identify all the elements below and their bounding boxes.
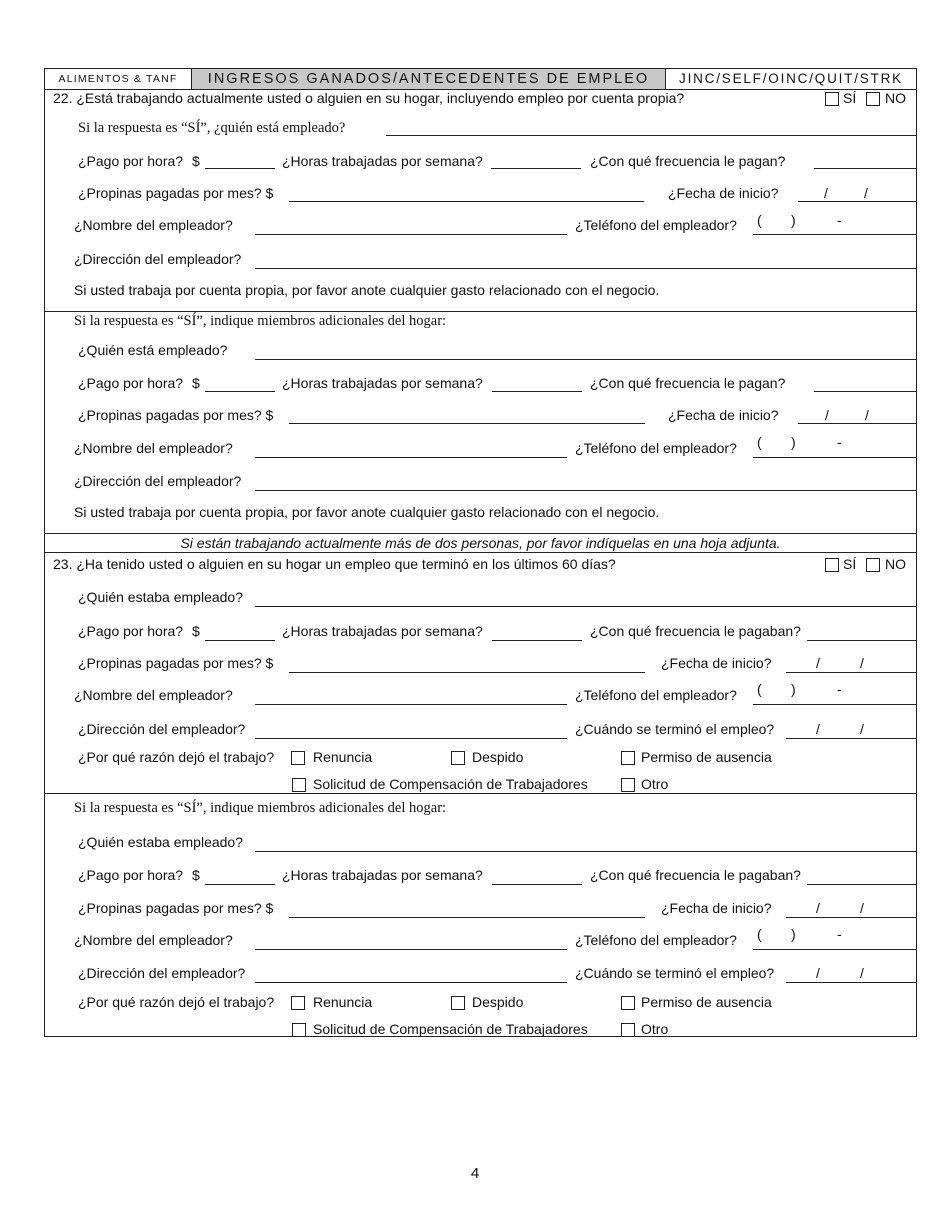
leave-label: Permiso de ausencia <box>641 994 772 1010</box>
date-slash: / <box>816 900 820 916</box>
frequency-past-field-2[interactable] <box>807 884 916 885</box>
resign-label: Renuncia <box>313 994 373 1010</box>
resign-checkbox[interactable] <box>291 751 305 765</box>
date-slash: / <box>865 407 869 423</box>
date-slash: / <box>860 655 864 671</box>
dollar-sign: $ <box>192 623 200 639</box>
date-slash: / <box>824 185 828 201</box>
q23-no-checkbox[interactable] <box>866 558 880 572</box>
date-slash: / <box>860 965 864 981</box>
pay-hour-field-3[interactable] <box>205 640 275 641</box>
hours-week-field[interactable] <box>491 168 581 169</box>
phone-dash: - <box>837 434 842 450</box>
employer-phone-field-3[interactable] <box>753 704 916 705</box>
employer-address-label: ¿Dirección del empleador? <box>78 721 246 737</box>
pay-hour-field-4[interactable] <box>205 884 275 885</box>
employer-address-field-4[interactable] <box>255 982 567 983</box>
who-employed-label-2: ¿Quién está empleado? <box>78 342 228 358</box>
who-was-employed-label: ¿Quién estaba empleado? <box>78 834 243 850</box>
employer-name-label: ¿Nombre del empleador? <box>74 932 233 948</box>
q23-yes-checkbox[interactable] <box>825 558 839 572</box>
who-was-employed-label: ¿Quién estaba empleado? <box>78 589 243 605</box>
fired-checkbox[interactable] <box>451 751 465 765</box>
employer-phone-label: ¿Teléfono del empleador? <box>575 932 737 948</box>
tips-label: ¿Propinas pagadas por mes? $ <box>78 900 274 916</box>
hours-week-label: ¿Horas trabajadas por semana? <box>282 867 483 883</box>
phone-paren-close: ) <box>791 212 796 228</box>
who-employed-field[interactable] <box>386 135 916 136</box>
date-slash: / <box>860 721 864 737</box>
q22-question: 22. ¿Está trabajando actualmente usted o alguien en su hogar, incluyendo empleo por cuenta propia? <box>53 90 685 106</box>
employer-name-field-2[interactable] <box>255 457 567 458</box>
employer-name-field-4[interactable] <box>255 949 567 950</box>
tips-label: ¿Propinas pagadas por mes? $ <box>78 655 274 671</box>
employer-name-field-3[interactable] <box>255 704 567 705</box>
phone-dash: - <box>837 681 842 697</box>
date-slash: / <box>860 900 864 916</box>
end-date-label: ¿Cuándo se terminó el empleo? <box>575 965 775 981</box>
employer-name-field[interactable] <box>255 234 567 235</box>
resign-label: Renuncia <box>313 749 373 765</box>
hours-week-label: ¿Horas trabajadas por semana? <box>282 375 483 391</box>
q23-question: 23. ¿Ha tenido usted o alguien en su hogar un empleo que terminó en los últimos 60 días? <box>53 556 616 572</box>
fired-checkbox-2[interactable] <box>451 996 465 1010</box>
phone-dash: - <box>837 212 842 228</box>
comp-checkbox-2[interactable] <box>292 1023 306 1037</box>
hours-week-field-2[interactable] <box>492 391 582 392</box>
header-codes: JINC/SELF/OINC/QUIT/STRK <box>679 71 903 86</box>
more-than-two-note: Si están trabajando actualmente más de dos personas, por favor indíquelas en una hoja adjunta. <box>180 535 781 551</box>
employer-address-label: ¿Dirección del empleador? <box>78 965 246 981</box>
page-number: 4 <box>470 1165 480 1182</box>
other-label: Otro <box>641 1021 669 1037</box>
date-slash: / <box>825 407 829 423</box>
section-divider <box>45 533 916 534</box>
pay-hour-label: ¿Pago por hora? <box>78 623 184 639</box>
leave-checkbox-2[interactable] <box>621 996 635 1010</box>
leave-label: Permiso de ausencia <box>641 749 772 765</box>
q22-no-label: NO <box>885 90 906 106</box>
additional-members-label: Si la respuesta es “SÍ”, indique miembros adicionales del hogar: <box>74 800 447 816</box>
start-date-field-3[interactable] <box>786 672 916 673</box>
employer-phone-label: ¿Teléfono del empleador? <box>575 440 737 456</box>
section-divider <box>45 793 916 794</box>
frequency-label: ¿Con qué frecuencia le pagan? <box>590 375 786 391</box>
who-employed-label: Si la respuesta es “SÍ”, ¿quién está empleado? <box>78 120 346 136</box>
start-date-label: ¿Fecha de inicio? <box>661 655 772 671</box>
other-checkbox-2[interactable] <box>621 1023 635 1037</box>
other-checkbox[interactable] <box>621 778 635 792</box>
phone-dash: - <box>837 926 842 942</box>
employer-phone-field[interactable] <box>753 234 916 235</box>
phone-paren-close: ) <box>791 434 796 450</box>
who-was-employed-field[interactable] <box>255 606 916 607</box>
employer-address-label: ¿Dirección del empleador? <box>74 251 242 267</box>
tips-field[interactable] <box>289 201 644 202</box>
pay-hour-label: ¿Pago por hora? <box>78 153 184 169</box>
q22-no-checkbox[interactable] <box>866 92 880 106</box>
hours-week-field-3[interactable] <box>492 640 582 641</box>
date-slash: / <box>816 655 820 671</box>
start-date-label: ¿Fecha de inicio? <box>661 900 772 916</box>
leave-checkbox[interactable] <box>621 751 635 765</box>
tips-label: ¿Propinas pagadas por mes? $ <box>78 407 274 423</box>
hours-week-field-4[interactable] <box>492 884 582 885</box>
comp-label: Solicitud de Compensación de Trabajadores <box>313 776 588 792</box>
other-label: Otro <box>641 776 669 792</box>
q23-no-label: NO <box>885 556 906 572</box>
tips-field-4[interactable] <box>289 917 645 918</box>
start-date-field-2[interactable] <box>798 423 916 424</box>
tips-label: ¿Propinas pagadas por mes? $ <box>78 185 274 201</box>
phone-paren-open: ( <box>757 681 762 697</box>
phone-paren-close: ) <box>791 681 796 697</box>
start-date-label: ¿Fecha de inicio? <box>668 185 779 201</box>
comp-label: Solicitud de Compensación de Trabajadores <box>313 1021 588 1037</box>
end-date-field-2[interactable] <box>786 982 916 983</box>
employer-name-label: ¿Nombre del empleador? <box>74 687 233 703</box>
comp-checkbox[interactable] <box>292 778 306 792</box>
employer-phone-label: ¿Teléfono del empleador? <box>575 217 737 233</box>
employer-name-label: ¿Nombre del empleador? <box>74 217 233 233</box>
start-date-field-4[interactable] <box>786 917 916 918</box>
who-was-employed-field-2[interactable] <box>255 851 916 852</box>
phone-paren-open: ( <box>757 926 762 942</box>
employer-address-field-3[interactable] <box>255 738 567 739</box>
fired-label: Despido <box>472 749 524 765</box>
self-employed-note: Si usted trabaja por cuenta propia, por favor anote cualquier gasto relacionado con el negocio. <box>74 504 660 520</box>
phone-paren-open: ( <box>757 434 762 450</box>
dollar-sign: $ <box>192 867 200 883</box>
tips-field-2[interactable] <box>289 423 645 424</box>
dollar-sign: $ <box>192 375 200 391</box>
employer-phone-label: ¿Teléfono del empleador? <box>575 687 737 703</box>
date-slash: / <box>864 185 868 201</box>
phone-paren-close: ) <box>791 926 796 942</box>
phone-paren-open: ( <box>757 212 762 228</box>
date-slash: / <box>816 965 820 981</box>
frequency-past-field[interactable] <box>807 640 916 641</box>
who-employed-field-2[interactable] <box>255 359 916 360</box>
end-date-label: ¿Cuándo se terminó el empleo? <box>575 721 775 737</box>
section-divider <box>45 552 916 553</box>
section-divider <box>45 311 916 312</box>
dollar-sign: $ <box>192 153 200 169</box>
q23-yes-label: SÍ <box>843 556 857 572</box>
resign-checkbox-2[interactable] <box>291 996 305 1010</box>
q22-yes-label: SÍ <box>843 90 857 106</box>
frequency-label: ¿Con qué frecuencia le pagan? <box>590 153 786 169</box>
reason-label: ¿Por qué razón dejó el trabajo? <box>78 994 275 1010</box>
frequency-field-2[interactable] <box>814 391 916 392</box>
hours-week-label: ¿Horas trabajadas por semana? <box>282 153 483 169</box>
pay-hour-label: ¿Pago por hora? <box>78 375 184 391</box>
employment-form <box>44 68 917 1037</box>
start-date-field[interactable] <box>798 201 916 202</box>
tips-field-3[interactable] <box>289 672 645 673</box>
frequency-past-label: ¿Con qué frecuencia le pagaban? <box>590 867 801 883</box>
employer-phone-field-4[interactable] <box>753 949 916 950</box>
self-employed-note: Si usted trabaja por cuenta propia, por favor anote cualquier gasto relacionado con el negocio. <box>74 282 660 298</box>
additional-members-label: Si la respuesta es “SÍ”, indique miembros adicionales del hogar: <box>74 313 447 329</box>
q22-yes-checkbox[interactable] <box>825 92 839 106</box>
hours-week-label: ¿Horas trabajadas por semana? <box>282 623 483 639</box>
employer-address-field[interactable] <box>255 268 916 269</box>
employer-phone-field-2[interactable] <box>753 457 916 458</box>
pay-hour-field[interactable] <box>205 168 275 169</box>
header-program: ALIMENTOS & TANF <box>58 73 178 85</box>
employer-address-label: ¿Dirección del empleador? <box>74 473 242 489</box>
start-date-label: ¿Fecha de inicio? <box>668 407 779 423</box>
reason-label: ¿Por qué razón dejó el trabajo? <box>78 749 275 765</box>
frequency-field[interactable] <box>814 168 916 169</box>
employer-address-field-2[interactable] <box>255 490 916 491</box>
fired-label: Despido <box>472 994 524 1010</box>
employer-name-label: ¿Nombre del empleador? <box>74 440 233 456</box>
form-header <box>45 69 916 90</box>
end-date-field[interactable] <box>786 738 916 739</box>
frequency-past-label: ¿Con qué frecuencia le pagaban? <box>590 623 801 639</box>
date-slash: / <box>816 721 820 737</box>
pay-hour-field-2[interactable] <box>205 391 275 392</box>
pay-hour-label: ¿Pago por hora? <box>78 867 184 883</box>
header-title: INGRESOS GANADOS/ANTECEDENTES DE EMPLEO <box>191 69 666 89</box>
